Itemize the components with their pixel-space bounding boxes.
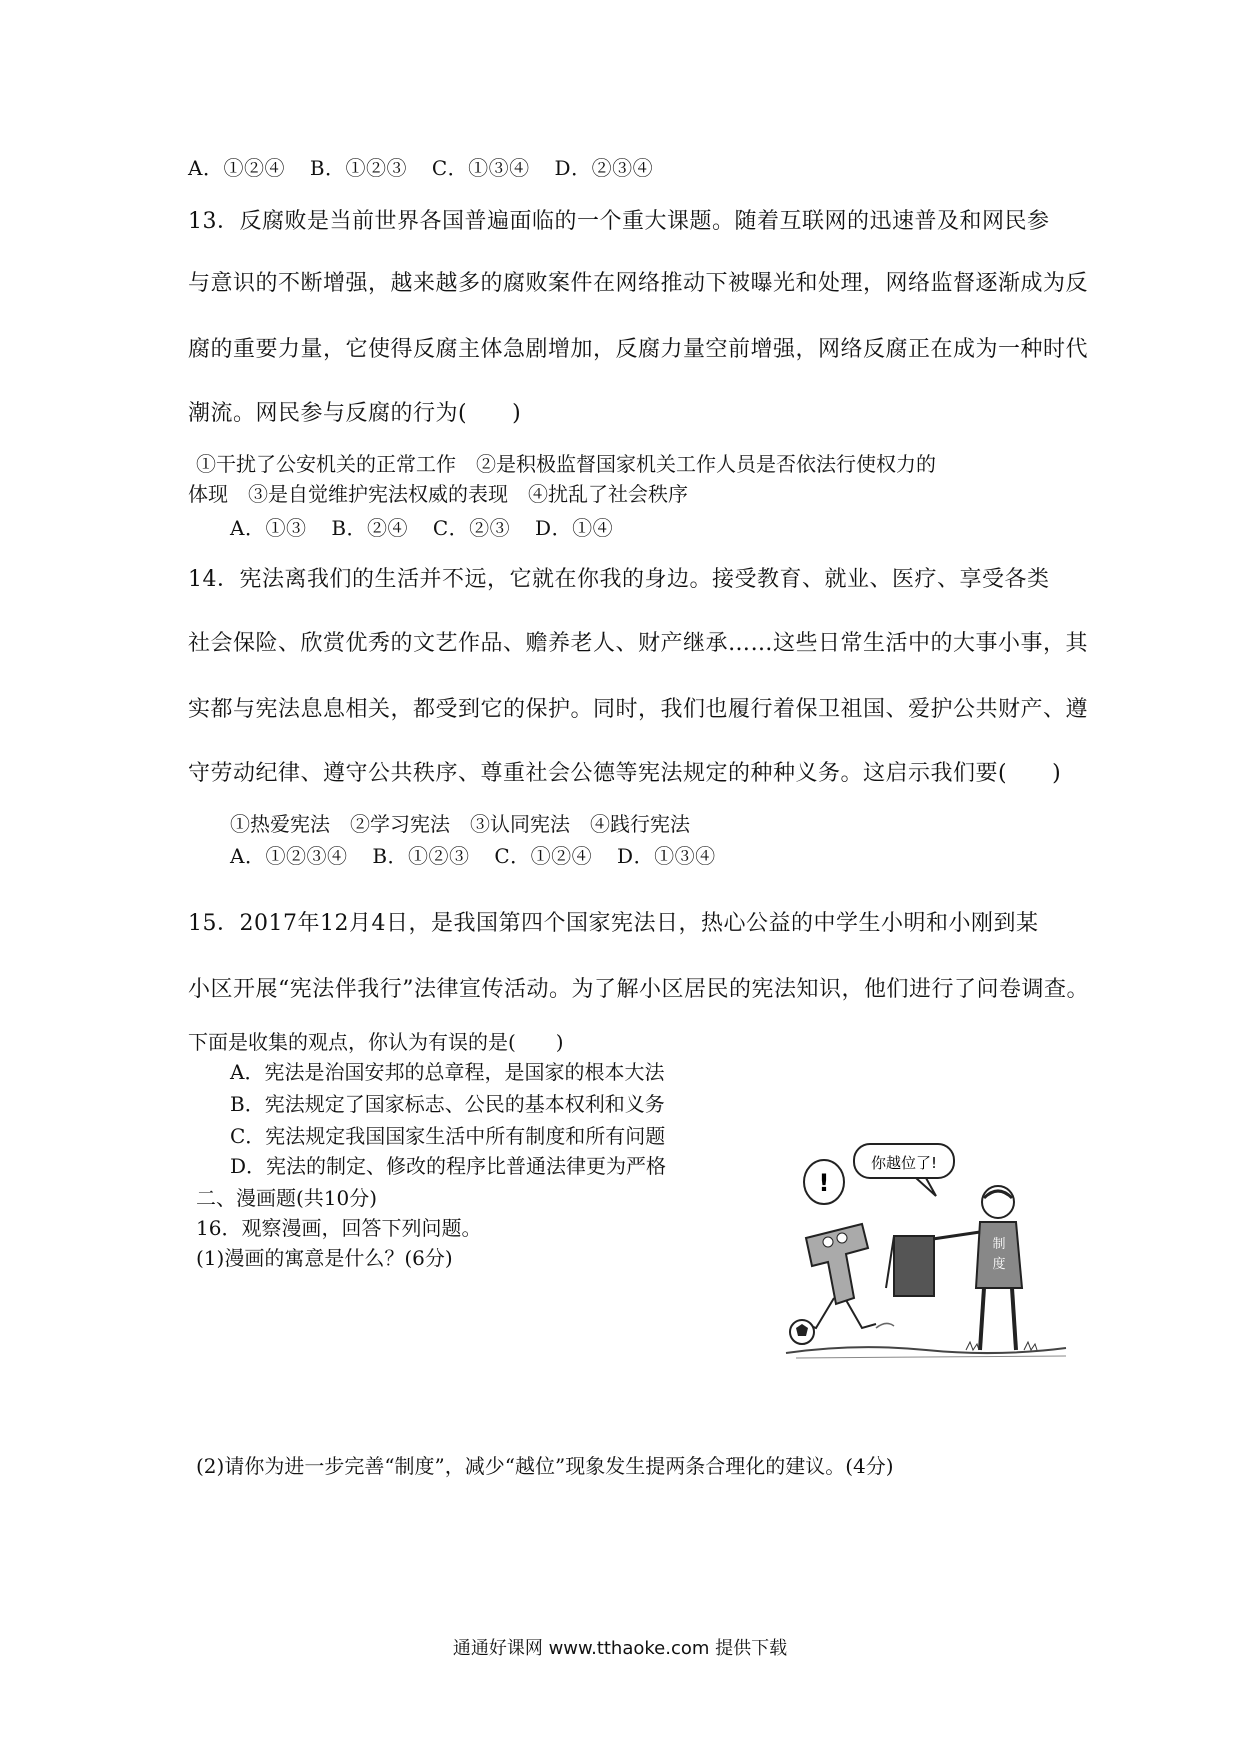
q12-option-b: B．①②③ <box>309 156 408 180</box>
cartoon-illustration <box>776 1128 1078 1364</box>
exclaim-text: ! <box>818 1169 830 1197</box>
q14-option-d: D．①③④ <box>617 844 716 868</box>
q15-stem-line: 下面是收集的观点，你认为有误的是( ) <box>188 1030 564 1054</box>
q14-stem-line: 实都与宪法息息相关，都受到它的保护。同时，我们也履行着保卫祖国、爱护公共财产、遵 <box>188 697 1089 722</box>
q13-option-a: A．①③ <box>230 516 307 540</box>
speech-text: 你越位了! <box>870 1154 938 1172</box>
q12-option-a: A．①②④ <box>188 156 285 180</box>
q14-items-line: ①热爱宪法 ②学习宪法 ③认同宪法 ④践行宪法 <box>230 812 690 836</box>
q12-option-d: D．②③④ <box>554 156 654 180</box>
q15-stem-line: 小区开展“宪法伴我行”法律宣传活动。为了解小区居民的宪法知识，他们进行了问卷调查。 <box>188 977 1089 1002</box>
q12-option-c: C．①③④ <box>431 156 530 180</box>
q16-sub2: (2)请你为进一步完善“制度”，减少“越位”现象发生提两条合理化的建议。(4分) <box>196 1454 894 1478</box>
q13-items-line: ①干扰了公安机关的正常工作 ②是积极监督国家机关工作人员是否依法行使权力的 <box>196 452 936 476</box>
q14-option-c: C．①②④ <box>494 844 593 868</box>
q12-options <box>188 154 653 182</box>
q14-options <box>230 842 716 870</box>
q14-stem-line: 14．宪法离我们的生活并不远，它就在你我的身边。接受教育、就业、医疗、享受各类 <box>188 567 1050 592</box>
q13-stem-line: 13．反腐败是当前世界各国普遍面临的一个重大课题。随着互联网的迅速普及和网民参 <box>188 209 1050 234</box>
q14-stem-line: 守劳动纪律、遵守公共秩序、尊重社会公德等宪法规定的种种义务。这启示我们要( ) <box>188 761 1062 786</box>
q13-stem-line: 与意识的不断增强，越来越多的腐败案件在网络推动下被曝光和处理，网络监督逐渐成为反 <box>188 271 1089 296</box>
soccer-ball-icon <box>790 1320 814 1344</box>
q13-option-b: B．②④ <box>331 516 409 540</box>
q15-option-d: D．宪法的制定、修改的程序比普通法律更为严格 <box>230 1154 667 1178</box>
q15-option-c: C．宪法规定我国国家生活中所有制度和所有问题 <box>230 1124 666 1148</box>
q14-stem-line: 社会保险、欣赏优秀的文艺作品、赡养老人、财产继承……这些日常生活中的大事小事，其 <box>188 631 1089 656</box>
shirt-text: 制 <box>992 1237 1006 1252</box>
q16-stem: 16．观察漫画，回答下列问题。 <box>196 1216 482 1240</box>
q15-option-a: A．宪法是治国安邦的总章程，是国家的根本大法 <box>230 1060 665 1084</box>
q14-option-b: B．①②③ <box>372 844 470 868</box>
footer-source: 通通好课网 www.tthaoke.com 提供下载 <box>452 1638 788 1659</box>
q15-option-b: B．宪法规定了国家标志、公民的基本权利和义务 <box>230 1092 665 1116</box>
q13-items-line: 体现 ③是自觉维护宪法权威的表现 ④扰乱了社会秩序 <box>188 482 688 506</box>
q16-sub1: (1)漫画的寓意是什么？(6分) <box>196 1246 453 1270</box>
q13-option-d: D．①④ <box>535 516 614 540</box>
q13-options <box>230 514 613 542</box>
q14-option-a: A．①②③④ <box>230 844 348 868</box>
section-title: 二、漫画题(共10分) <box>196 1186 378 1210</box>
q13-stem-line: 腐的重要力量，它使得反腐主体急剧增加，反腐力量空前增强，网络反腐正在成为一种时代 <box>188 337 1089 362</box>
shirt-text: 度 <box>992 1257 1006 1272</box>
q13-option-c: C．②③ <box>432 516 511 540</box>
q15-stem-line: 15．2017年12月4日，是我国第四个国家宪法日，热心公益的中学生小明和小刚到某 <box>188 911 1039 936</box>
q13-stem-line: 潮流。网民参与反腐的行为( ) <box>188 401 522 426</box>
